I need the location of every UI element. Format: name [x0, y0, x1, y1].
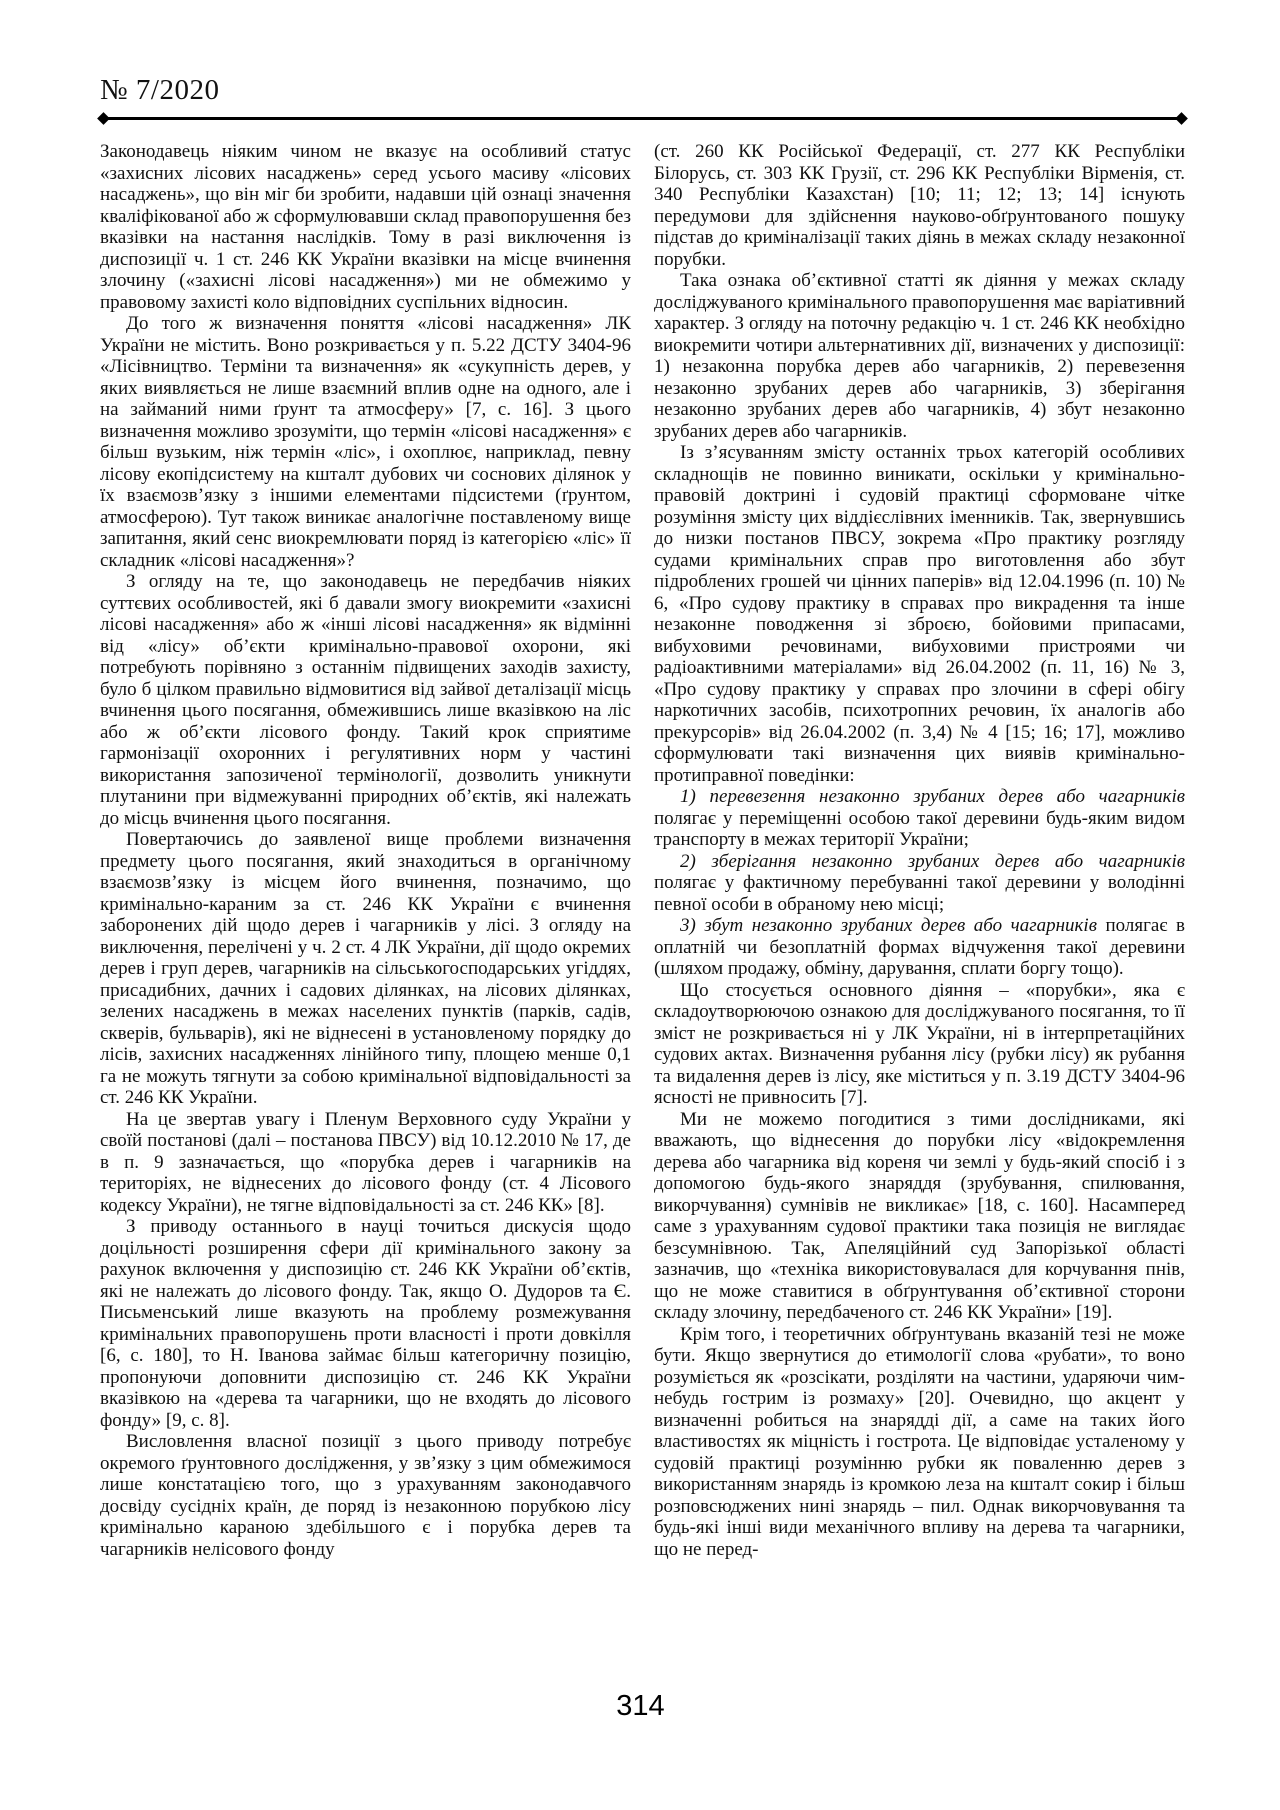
paragraph: Із з’ясуванням змісту останніх трьох категорій особливих складнощів не повинно виникати, оскільки у кримінально-правовій доктрині і судовій практиці сформоване чітке розуміння змісту цих віддієслівних іменників. Так, звернувшись до низки постанов ПВСУ, зокрема «Про практику розгляду судами кримінальних справ про виготовлення або збут підроблених грошей чи цінних паперів» від 12.04.1996 (п. 10) № 6, «Про судову практику в справах про викрадення та інше незаконне поводження зі зброєю, бойовими припасами, вибуховими речовинами, вибуховими пристроями чи радіоактивними матеріалами» від 26.04.2002 (п. 11, 16) № 3, «Про судову практику у справах про злочини в сфері обігу наркотичних засобів, психотропних речовин, їх аналогів або прекурсорів» від 26.04.2002 (п. 3,4) № 4 [15; 16; 17], можливо сформулювати такі визначення цих виявів кримінально-протиправної поведінки: [654, 442, 1185, 786]
paragraph: На це звертав увагу і Пленум Верховного суду України у своїй постанові (далі – постанова ПВСУ) від 10.12.2010 № 17, де в п. 9 зазначається, що «порубка дерев і чагарників на територіях, не віднесених до лісового фонду (ст. 4 Лісового кодексу України), не тягне відповідальності за ст. 246 КК» [8]. [100, 1108, 631, 1216]
paragraph-definition [654, 786, 1185, 851]
paragraph: Така ознака об’єктивної статті як діяння у межах складу досліджуваного кримінального правопорушення має варіативний характер. З огляду на поточну редакцію ч. 1 ст. 246 КК необхідно виокремити чотири альтернативних дії, визначених у диспозиції: 1) незаконна порубка дерев або чагарників, 2) перевезення незаконно зрубаних дерев або чагарників, 3) зберігання незаконно зрубаних дерев або чагарників, 4) збут незаконно зрубаних дерев або чагарників. [654, 270, 1185, 442]
paragraph: З огляду на те, що законодавець не передбачив ніяких суттєвих особливостей, які б давали змогу виокремити «захисні лісові насадження» або ж «інші лісові насадження» як відмінні від «лісу» об’єкти кримінально-правової охорони, які потребують порівняно з останнім підвищених заходів захисту, було б цілком правильно відмовитися від зайвої деталізації місць вчинення цього посягання, обмежившись лише вказівкою на ліс або ж об’єкти лісового фонду. Такий крок сприятиме гармонізації охоронних і регулятивних норм у частині використання запозиченої термінології, дозволить уникнути плутанини при відмежуванні природних об’єктів, які належать до місць вчинення цього посягання. [100, 571, 631, 829]
paragraph: Повертаючись до заявленої вище проблеми визначення предмету цього посягання, який знаходиться в органічному взаємозв’язку із місцем його вчинення, позначимо, що кримінально-караним за ст. 246 КК України є вчинення заборонених дій щодо дерев і чагарників у лісі. З огляду на виключення, перелічені у ч. 2 ст. 4 ЛК України, дії щодо окремих дерев і груп дерев, чагарників на сільськогосподарських угіддях, присадибних, дачних і садових ділянках, на лісових ділянках, зелених насаджень в межах населених пунктів (парків, садів, скверів, бульварів), які не віднесені в установленому порядку до лісів, захисних насадженнях лінійного типу, площею менше 0,1 га не можуть тягнути за собою кримінальної відповідальності за ст. 246 КК України. [100, 829, 631, 1108]
right-column [654, 141, 1185, 1560]
issue-label: № 7/2020 [100, 74, 220, 106]
paragraph: Ми не можемо погодитися з тими дослідниками, які вважають, що віднесення до порубки лісу «відокремлення дерева або чагарника від кореня чи землі у будь-який спосіб і з допомогою будь-якого знаряддя (зрубування, спилювання, викорчування) сумнівів не викликає» [18, с. 160]. Насамперед саме з урахуванням судової практики така позиція не виглядає безсумнівною. Так, Апеляційний суд Запорізької області зазначив, що «техніка використовувалася для корчування пнів, що не може ставитися в обґрунтування об’єктивної сторони складу злочину, передбаченого ст. 246 КК України» [19]. [654, 1108, 1185, 1323]
paragraph: Що стосується основного діяння – «порубки», яка є складоутворюючою ознакою для досліджуваного посягання, то її зміст не розкривається ні у ЛК України, ні в інтерпретаційних судових актах. Визначення рубання лісу (рубки лісу) як рубання та видалення дерев із лісу, яке міститься у п. 3.19 ДСТУ 3404-96 ясності не привносить [7]. [654, 979, 1185, 1108]
paragraph: (ст. 260 КК Російської Федерації, ст. 277 КК Республіки Білорусь, ст. 303 КК Грузії, ст. 296 КК Республіки Вірменія, ст. 340 Республіки Казахстан) [10; 11; 12; 13; 14] існують передумови для здійснення науково-обґрунтованого пошуку підстав до криміналізації таких діянь в межах складу незаконної порубки. [654, 141, 1185, 270]
definition-body: полягає у переміщенні особою такої деревини будь-яким видом транспорту в межах території України; [654, 807, 1185, 850]
paragraph: З приводу останнього в науці точиться дискусія щодо доцільності розширення сфери дії кримінального закону за рахунок включення у диспозицію ст. 246 КК України об’єктів, які не належать до лісового фонду. Так, якщо О. Дудоров та Є. Письменський лише вказують на проблему розмежування кримінальних правопорушень проти власності і проти довкілля [6, с. 180], то Н. Іванова займає більш категоричну позицію, пропонуючи доповнити диспозицію ст. 246 КК України вказівкою на «дерева та чагарники, що не входять до лісового фонду» [9, с. 8]. [100, 1216, 631, 1431]
definition-body: полягає у фактичному перебуванні такої деревини у володінні певної особи в обраному нею місці; [654, 872, 1185, 915]
paragraph: Крім того, і теоретичних обґрунтувань вказаній тезі не може бути. Якщо звернутися до етимології слова «рубати», то воно розуміється як «розсікати, розділяти на частини, ударяючи чим-небудь гострим із розмаху» [20]. Очевидно, що акцент у визначенні робиться на знарядді дії, а саме на таких його властивостях як міцність і гострота. Це відповідає усталеному у судовій практиці розумінню рубки як поваленню дерев з використанням знарядь із кромкою леза на кшталт сокир і більш розповсюджених нині знарядь – пил. Однак викорчовування та будь-які інші види механічного впливу на дерева та чагарники, що не перед- [654, 1323, 1185, 1560]
paragraph-definition [654, 915, 1185, 980]
definition-term: 3) збут незаконно зрубаних дерев або чагарників [680, 915, 1097, 936]
paragraph: Висловлення власної позиції з цього приводу потребує окремого ґрунтовного дослідження, у зв’язку з цим обмежимося лише констатацією того, що з урахуванням законодавчого досвіду сусідніх країн, де поряд із незаконною порубкою лісу кримінально караною здебільшого є і порубка дерев та чагарників нелісового фонду [100, 1431, 631, 1560]
definition-term: 2) зберігання незаконно зрубаних дерев або чагарників [680, 850, 1185, 872]
definition-term: 1) перевезення незаконно зрубаних дерев або чагарників [680, 786, 1185, 807]
definition-body: полягає в оплатній чи безоплатній формах відчуження такої деревини (шляхом продажу, обміну, дарування, сплати боргу тощо). [654, 915, 1185, 979]
page-number: 314 [616, 1690, 665, 1722]
paragraph-definition [654, 851, 1185, 916]
header-rule [104, 117, 1181, 120]
paragraph: До того ж визначення поняття «лісові насадження» ЛК України не містить. Воно розкривається у п. 5.22 ДСТУ 3404-96 «Лісівництво. Терміни та визначення» як «сукупність дерев, у яких виявляється не лише взаємний вплив одне на одного, але і на займаний ними ґрунт та атмосферу» [7, с. 16]. З цього визначення можливо зрозуміти, що термін «лісові насадження» є більш вузьким, ніж термін «ліс», і охоплює, наприклад, певну лісову екопідсистему на кшталт дубових чи соснових ділянок у їх взаємозв’язку з іншими елементами підсистеми (ґрунтом, атмосферою). Тут також виникає аналогічне поставленому вище запитання, який сенс виокремлювати поряд із категорією «ліс» її складник «лісові насадження»? [100, 313, 631, 571]
left-column [100, 141, 631, 1560]
paragraph: Законодавець ніяким чином не вказує на особливий статус «захисних лісових насаджень» серед усього масиву «лісових насаджень», що він міг би зробити, надавши цій ознаці значення кваліфікованої або ж сформулювавши склад правопорушення без вказівки на настання наслідків. Тому в разі виключення із диспозиції ч. 1 ст. 246 КК України вказівки на місце вчинення злочину («захисні лісові насадження») ми не обмежимо у правовому захисті коло відповідних суспільних відносин. [100, 141, 631, 313]
